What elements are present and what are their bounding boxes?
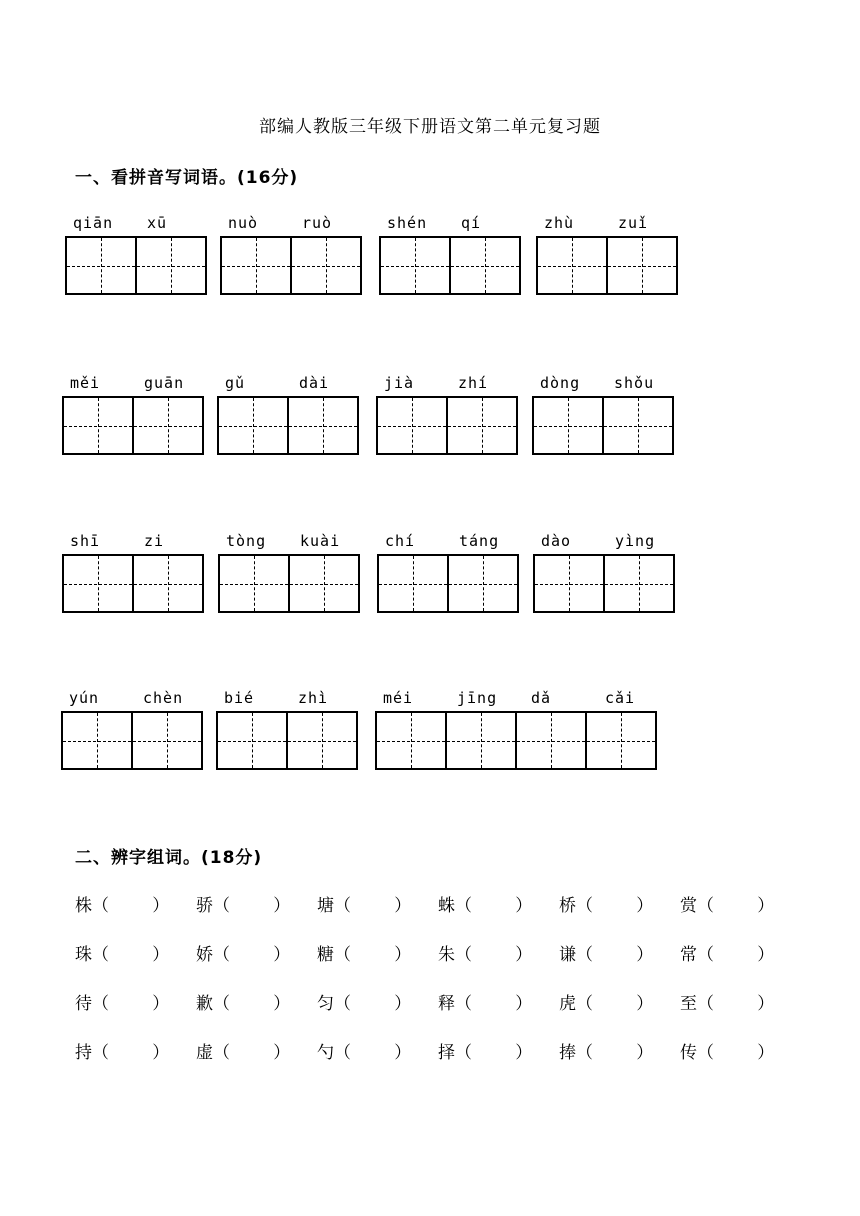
word-forming-item <box>559 940 653 965</box>
section1-heading: 一、看拼音写词语。(16分) <box>75 168 299 188</box>
pinyin-syllable: shén <box>387 214 428 232</box>
given-character: 骄 <box>196 896 213 916</box>
writing-grid <box>220 236 360 295</box>
tianzige-box[interactable] <box>449 236 521 295</box>
pinyin-syllable: dǎ <box>531 689 552 707</box>
tianzige-box[interactable] <box>515 711 587 770</box>
given-character: 传 <box>680 1043 697 1063</box>
pinyin-syllable: bié <box>224 689 255 707</box>
word-forming-item <box>196 940 290 965</box>
pinyin-syllable: dào <box>541 532 572 550</box>
word-forming-item <box>438 989 532 1014</box>
pinyin-syllable: táng <box>459 532 500 550</box>
given-character: 娇 <box>196 945 213 965</box>
tianzige-box[interactable] <box>375 711 447 770</box>
given-character: 塘 <box>317 896 334 916</box>
word-forming-item <box>75 989 169 1014</box>
pinyin-syllable: xū <box>147 214 168 232</box>
tianzige-box[interactable] <box>135 236 207 295</box>
tianzige-box[interactable] <box>216 711 288 770</box>
pinyin-syllable: jià <box>384 374 415 392</box>
tianzige-box[interactable] <box>65 236 137 295</box>
pinyin-syllable: shī <box>70 532 101 550</box>
tianzige-box[interactable] <box>379 236 451 295</box>
answer-blank[interactable]: （ ） <box>92 945 170 965</box>
word-forming-item <box>75 1038 169 1063</box>
word-forming-item <box>559 989 653 1014</box>
pinyin-syllable: tòng <box>226 532 267 550</box>
word-forming-item <box>317 940 411 965</box>
tianzige-box[interactable] <box>218 554 290 613</box>
word-forming-item <box>559 891 653 916</box>
pinyin-syllable: zhì <box>298 689 329 707</box>
given-character: 谦 <box>559 945 576 965</box>
pinyin-syllable: cǎi <box>605 689 636 707</box>
tianzige-box[interactable] <box>290 236 362 295</box>
pinyin-syllable: kuài <box>300 532 341 550</box>
pinyin-row <box>0 374 860 494</box>
answer-blank[interactable]: （ ） <box>576 896 654 916</box>
tianzige-box[interactable] <box>585 711 657 770</box>
tianzige-box[interactable] <box>445 711 517 770</box>
given-character: 株 <box>75 896 92 916</box>
pinyin-syllable: yún <box>69 689 100 707</box>
given-character: 匀 <box>317 994 334 1014</box>
answer-blank[interactable]: （ ） <box>576 1043 654 1063</box>
answer-blank[interactable]: （ ） <box>697 1043 775 1063</box>
answer-blank[interactable]: （ ） <box>334 945 412 965</box>
word-forming-item <box>680 891 774 916</box>
tianzige-box[interactable] <box>132 396 204 455</box>
pinyin-row <box>0 689 860 809</box>
pinyin-syllable: nuò <box>228 214 259 232</box>
tianzige-box[interactable] <box>131 711 203 770</box>
answer-blank[interactable]: （ ） <box>697 896 775 916</box>
tianzige-box[interactable] <box>286 711 358 770</box>
tianzige-box[interactable] <box>288 554 360 613</box>
word-forming-row <box>75 1038 795 1068</box>
pinyin-syllable: qiān <box>73 214 114 232</box>
tianzige-box[interactable] <box>287 396 359 455</box>
tianzige-box[interactable] <box>377 554 449 613</box>
writing-grid <box>61 711 201 770</box>
word-forming-item <box>680 989 774 1014</box>
word-forming-item <box>680 1038 774 1063</box>
given-character: 珠 <box>75 945 92 965</box>
answer-blank[interactable]: （ ） <box>455 945 533 965</box>
word-forming-row <box>75 940 795 970</box>
word-forming-item <box>196 891 290 916</box>
word-forming-item <box>196 1038 290 1063</box>
word-forming-item <box>317 989 411 1014</box>
pinyin-syllable: chí <box>385 532 416 550</box>
given-character: 释 <box>438 994 455 1014</box>
tianzige-box[interactable] <box>446 396 518 455</box>
pinyin-syllable: méi <box>383 689 414 707</box>
answer-blank[interactable]: （ ） <box>697 945 775 965</box>
tianzige-box[interactable] <box>533 554 605 613</box>
given-character: 朱 <box>438 945 455 965</box>
writing-grid <box>377 554 517 613</box>
pinyin-syllable: ruò <box>302 214 333 232</box>
answer-blank[interactable]: （ ） <box>697 994 775 1014</box>
given-character: 待 <box>75 994 92 1014</box>
writing-grid <box>532 396 672 455</box>
answer-blank[interactable]: （ ） <box>455 896 533 916</box>
tianzige-box[interactable] <box>62 396 134 455</box>
answer-blank[interactable]: （ ） <box>92 1043 170 1063</box>
writing-grid <box>375 711 655 770</box>
pinyin-row <box>0 532 860 652</box>
word-forming-item <box>317 891 411 916</box>
word-forming-item <box>680 940 774 965</box>
writing-grid <box>376 396 516 455</box>
pinyin-syllable: dòng <box>540 374 581 392</box>
word-forming-item <box>438 1038 532 1063</box>
answer-blank[interactable]: （ ） <box>334 994 412 1014</box>
tianzige-box[interactable] <box>602 396 674 455</box>
tianzige-box[interactable] <box>603 554 675 613</box>
word-forming-item <box>438 891 532 916</box>
tianzige-box[interactable] <box>61 711 133 770</box>
answer-blank[interactable]: （ ） <box>576 994 654 1014</box>
tianzige-box[interactable] <box>132 554 204 613</box>
writing-grid <box>218 554 358 613</box>
answer-blank[interactable]: （ ） <box>213 945 291 965</box>
answer-blank[interactable]: （ ） <box>334 1043 412 1063</box>
word-forming-item <box>438 940 532 965</box>
given-character: 至 <box>680 994 697 1014</box>
writing-grid <box>217 396 357 455</box>
given-character: 桥 <box>559 896 576 916</box>
word-forming-row <box>75 989 795 1019</box>
given-character: 赏 <box>680 896 697 916</box>
given-character: 勺 <box>317 1043 334 1063</box>
answer-blank[interactable]: （ ） <box>92 994 170 1014</box>
worksheet-title: 部编人教版三年级下册语文第二单元复习题 <box>259 117 601 137</box>
pinyin-syllable: guān <box>144 374 185 392</box>
answer-blank[interactable]: （ ） <box>213 896 291 916</box>
word-forming-item <box>196 989 290 1014</box>
writing-grid <box>62 396 202 455</box>
pinyin-syllable: zhí <box>458 374 489 392</box>
given-character: 常 <box>680 945 697 965</box>
tianzige-box[interactable] <box>62 554 134 613</box>
given-character: 蛛 <box>438 896 455 916</box>
given-character: 虚 <box>196 1043 213 1063</box>
answer-blank[interactable]: （ ） <box>334 896 412 916</box>
pinyin-syllable: dài <box>299 374 330 392</box>
tianzige-box[interactable] <box>220 236 292 295</box>
word-forming-item <box>317 1038 411 1063</box>
pinyin-syllable: jīng <box>457 689 498 707</box>
given-character: 持 <box>75 1043 92 1063</box>
answer-blank[interactable]: （ ） <box>455 994 533 1014</box>
pinyin-syllable: gǔ <box>225 374 246 392</box>
answer-blank[interactable]: （ ） <box>576 945 654 965</box>
given-character: 歉 <box>196 994 213 1014</box>
answer-blank[interactable]: （ ） <box>213 994 291 1014</box>
pinyin-syllable: chèn <box>143 689 184 707</box>
tianzige-box[interactable] <box>376 396 448 455</box>
given-character: 择 <box>438 1043 455 1063</box>
pinyin-syllable: zhù <box>544 214 575 232</box>
pinyin-syllable: měi <box>70 374 101 392</box>
writing-grid <box>62 554 202 613</box>
answer-blank[interactable]: （ ） <box>92 896 170 916</box>
tianzige-box[interactable] <box>536 236 608 295</box>
answer-blank[interactable]: （ ） <box>213 1043 291 1063</box>
writing-grid <box>216 711 356 770</box>
tianzige-box[interactable] <box>532 396 604 455</box>
given-character: 糖 <box>317 945 334 965</box>
tianzige-box[interactable] <box>217 396 289 455</box>
writing-grid <box>533 554 673 613</box>
pinyin-syllable: zi <box>144 532 165 550</box>
tianzige-box[interactable] <box>447 554 519 613</box>
word-forming-item <box>75 940 169 965</box>
pinyin-syllable: zuǐ <box>618 214 649 232</box>
pinyin-syllable: yìng <box>615 532 656 550</box>
pinyin-syllable: shǒu <box>614 374 655 392</box>
given-character: 捧 <box>559 1043 576 1063</box>
section2-heading: 二、辨字组词。(18分) <box>75 848 263 868</box>
given-character: 虎 <box>559 994 576 1014</box>
word-forming-row <box>75 891 795 921</box>
writing-grid <box>379 236 519 295</box>
answer-blank[interactable]: （ ） <box>455 1043 533 1063</box>
word-forming-item <box>75 891 169 916</box>
tianzige-box[interactable] <box>606 236 678 295</box>
word-forming-item <box>559 1038 653 1063</box>
writing-grid <box>536 236 676 295</box>
writing-grid <box>65 236 205 295</box>
pinyin-row <box>0 214 860 334</box>
pinyin-syllable: qí <box>461 214 482 232</box>
